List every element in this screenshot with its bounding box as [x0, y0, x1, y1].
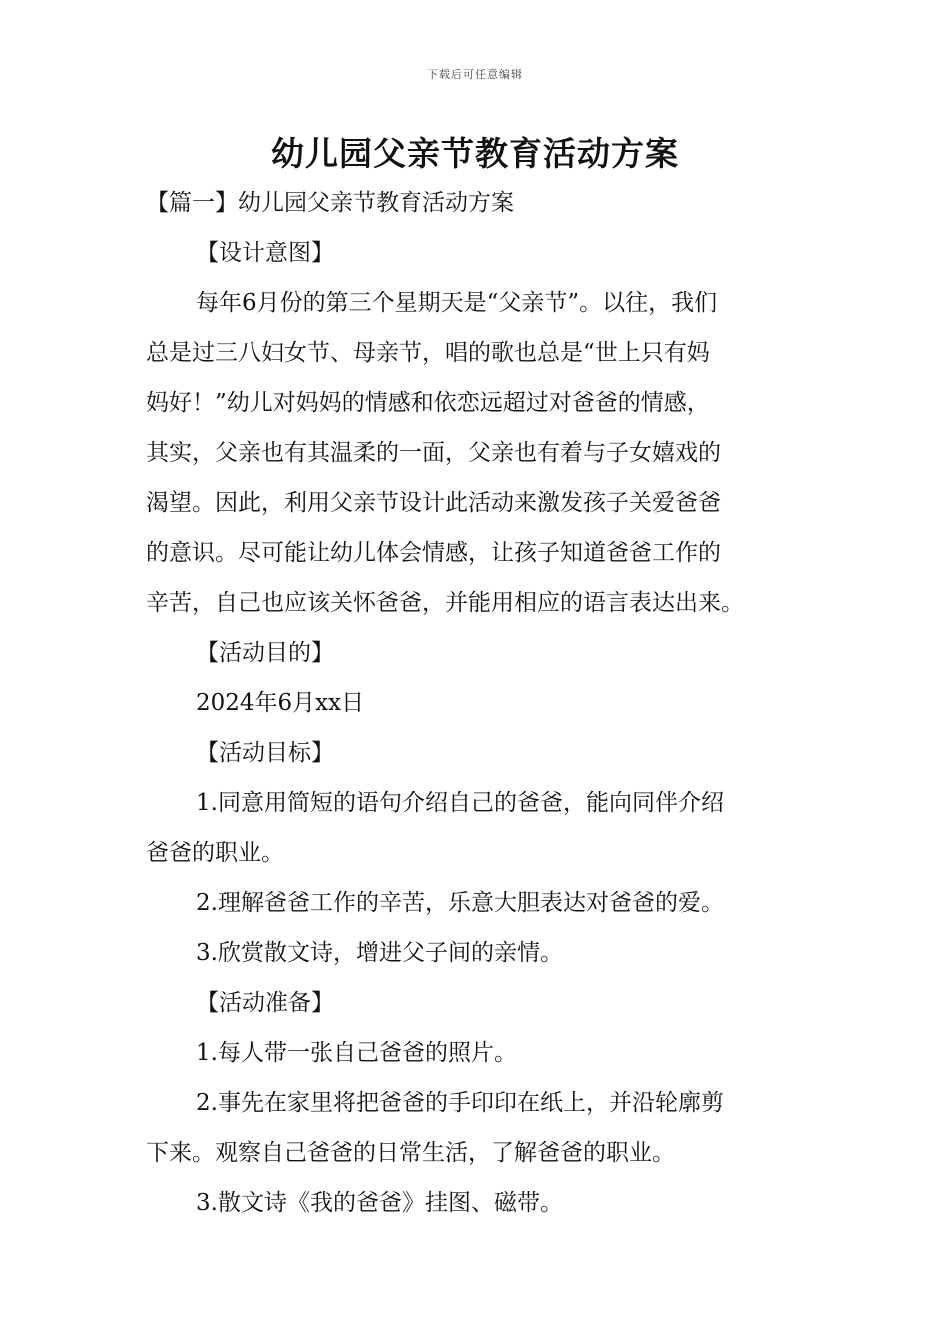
text-line: 1.每人带一张自己爸爸的照片。	[196, 1040, 517, 1066]
text-line: 的意识。尽可能让幼儿体会情感，让孩子知道爸爸工作的	[146, 540, 721, 566]
text-line: 2.事先在家里将把爸爸的手印印在纸上，并沿轮廓剪	[196, 1090, 724, 1116]
text-line: 渴望。因此，利用父亲节设计此活动来激发孩子关爱爸爸	[146, 490, 721, 516]
text-line: 【活动目的】	[196, 640, 334, 666]
text-line: 3.欣赏散文诗，增进父子间的亲情。	[196, 940, 563, 966]
text-line: 3.散文诗《我的爸爸》挂图、磁带。	[196, 1190, 563, 1216]
text-line: 【设计意图】	[196, 240, 334, 266]
text-line: 2.理解爸爸工作的辛苦，乐意大胆表达对爸爸的爱。	[196, 890, 724, 916]
text-line: 2024年6月xx日	[196, 690, 365, 716]
text-line: 下来。观察自己爸爸的日常生活，了解爸爸的职业。	[146, 1140, 675, 1166]
header-note: 下载后可任意编辑	[427, 68, 523, 81]
text-line: 每年6月份的第三个星期天是“父亲节”。以往，我们	[196, 290, 718, 316]
text-line: 1.同意用简短的语句介绍自己的爸爸，能向同伴介绍	[196, 790, 724, 816]
text-line: 【篇一】幼儿园父亲节教育活动方案	[146, 190, 514, 216]
text-line: 妈好！”幼儿对妈妈的情感和依恋远超过对爸爸的情感，	[146, 390, 710, 416]
document-body	[146, 178, 808, 1228]
text-line: 辛苦，自己也应该关怀爸爸，并能用相应的语言表达出来。	[146, 590, 744, 616]
document-title: 幼儿园父亲节教育活动方案	[271, 134, 679, 173]
text-line: 爸爸的职业。	[146, 840, 284, 866]
text-line: 【活动目标】	[196, 740, 334, 766]
text-line: 总是过三八妇女节、母亲节，唱的歌也总是“世上只有妈	[146, 340, 710, 366]
text-line: 【活动准备】	[196, 990, 334, 1016]
text-line: 其实，父亲也有其温柔的一面，父亲也有着与子女嬉戏的	[146, 440, 721, 466]
